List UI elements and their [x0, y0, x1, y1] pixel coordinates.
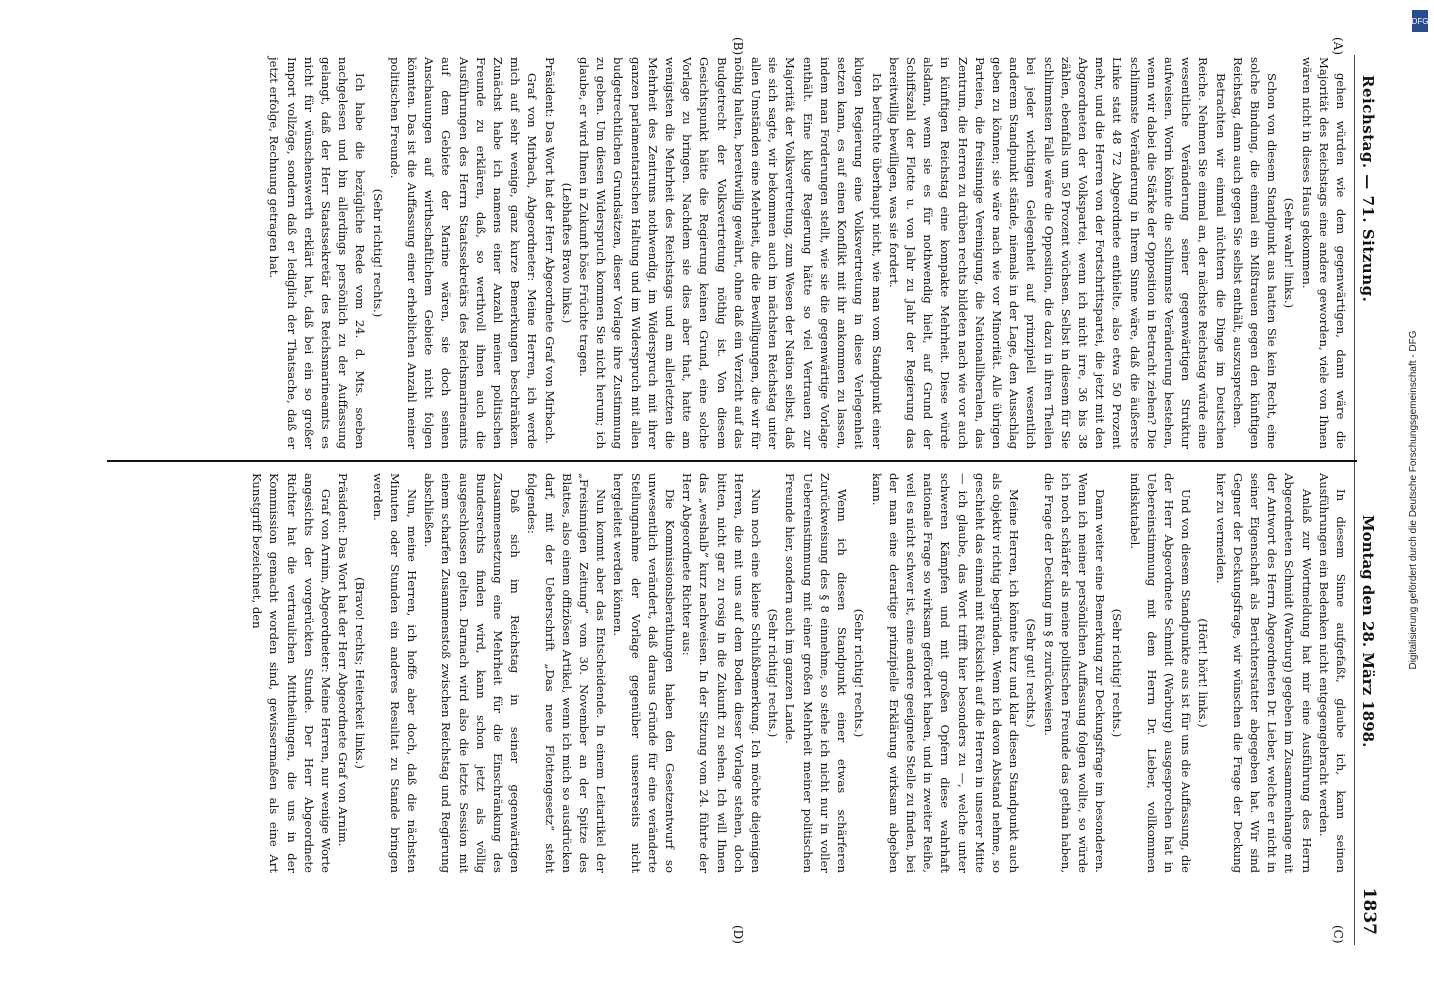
- speaker-line: Präsident: Das Wort hat der Herr Abgeordnete Graf von Arnim.: [336, 473, 351, 847]
- interjection: (Hört! hört! links.): [1196, 618, 1211, 728]
- paragraph: Wenn ich diesen Standpunkt einer etwas schärferen Zurückweisung des § 8 einnehme, so stehe ich nicht nur in voller Uebereinstimmung mit einer großen Mehrheit meiner politischen Freunde hier, sondern auch im ganzen Lande.: [783, 473, 850, 873]
- paragraph: Meine Herren, ich könnte kurz und klar diesen Standpunkt auch als objektiv richtig begründen. Wenn ich davon Abstand nehme, so geschieht das einmal mit Rücksicht auf die Herren in unserer Mitte — ich glaube, das Wort trifft hier besonders zu —, welche unter schweren Kämpfen und mit großen Opfern diese wahrhaft nationale Frage so wirksam gefördert haben, und in zweiter Reihe, weil es nicht schwer ist, eine andere geeignete Stelle zu finden, bei der man eine derartige prinzipielle Erklärung wirksam abgeben kann.: [869, 473, 1022, 873]
- paragraph: Ich befürchte überhaupt nicht, wie man vom Standpunkt einer klugen Regierung eine Volksvertretung in diese Verlegenheit setzen kann, es auf einen Konflikt mit ihr ankommen zu lassen, indem man Forderungen stellt, wie sie die gegenwärtige Vorlage enthält. Eine kluge Regierung hätte so viel Vertrauen zur Majorität der Volksvertretung, zum Wesen der Nation selbst, daß sie sich sagte, wir bekommen auch im nächsten Reichstag unter allen Umständen eine Mehrheit, die die Bewilligungen, die wir für nöthig halten, bereitwillig gewährt, ohne daß ein Verzicht auf das Budgetrecht der Volksvertretung nöthig ist. Von diesem Gesichtspunkt hätte die Regierung keinen Grund, eine solche Vorlage zu bringen. Nachdem sie dies aber that, hatte am wenigsten die Mehrheit des Reichstags und am allerletzten die Mehrheit des Zentrums nothwendig, im Widerspruch mit ihrer ganzen parlamentarischen Haltung und im Widerspruch mit allen budgetrechtlichen Grundsätzen, dieser Vorlage ihre Zustimmung zu geben. Um diesen Widerspruch kommen Sie nicht herum; ich glaube, er wird Ihnen in Zukunft böse Früchte tragen.: [577, 57, 884, 449]
- rotated-page: [85, 35, 1385, 965]
- column-divider: [107, 460, 1357, 462]
- digitization-credit-text: Digitalisierung gefördert durch die Deutsche Forschungsgemeinschaft - DFG: [1408, 330, 1419, 670]
- margin-mark-b: (B): [731, 37, 745, 56]
- paragraph: In diesem Sinne aufgefaßt, glaube ich, kann seinen Ausführungen ein Bedenken nicht entgegengebracht werden.: [1316, 473, 1348, 873]
- right-text-column: [248, 473, 1349, 873]
- margin-mark-d: (D): [731, 925, 745, 944]
- running-head-left: Reichstag. — 71. Sitzung.: [1359, 75, 1377, 303]
- interjection: (Sehr richtig! rechts.): [766, 608, 781, 738]
- paragraph: Schon von diesem Standpunkt aus hatten Sie kein Recht, eine solche Bindung, die einmal ein Mißtrauen gegen den künftigen Reichstag, dann auch gegen Sie selbst enthält, auszusprechen.: [1230, 57, 1280, 449]
- paragraph: Betrachten wir einmal nüchtern die Dinge im Deutschen Reiche. Nehmen Sie einmal an, der nächste Reichstag würde eine wesentliche Veränderung seiner gegenwärtigen Struktur aufweisen. Worin könnte die schlimmste Veränderung bestehen, wenn wir dabei die Stärke der Opposition in Betracht ziehen? Die schlimmste Veränderung in Ihrem Sinne wäre, daß die äußerste Linke statt 48 72 Abgeordnete enthielte, also etwa 50 Prozent mehr, und die Herren von der Fortschrittspartei, die jetzt mit den Abgeordneten der Volkspartei, wenn ich nicht irre, 36 bis 38 zählen, ebenfalls um 50 Prozent wüchsen. Selbst in diesem für Sie schlimmsten Falle wäre die Opposition, die dazu in ihren Theilen bei jeder wichtigen Gelegenheit auf prinzipiell wesentlich anderem Standpunkt stände, niemals in der Lage, den Ausschlag geben zu können; sie wäre nach wie vor Minorität. Alle übrigen Parteien, die freisinnige Vereinigung, die Nationalliberalen, das Zentrum, die Herren zu drüben rechts bildeten nach wie vor auch in künftigen Reichstag eine kompakte Mehrheit. Diese würde alsdann, wenn sie es für nothwendig hielt, auf Grund der Schiffszahl der Flotte u. von Jahr zu Jahr der Regierung das bereitwillig bewilligen, was sie fordert.: [886, 57, 1228, 449]
- margin-mark-a: (A): [1331, 37, 1345, 56]
- header-rule: [1354, 55, 1355, 945]
- speaker-line: Präsident: Das Wort hat der Herr Abgeordnete Graf von Mirbach.: [542, 57, 557, 444]
- interjection: (Lebhaftes Bravo links.): [559, 182, 574, 324]
- paragraph: Nun, meine Herren, ich hoffe aber doch, daß die nächsten Minuten oder Stunden ein anderes Resultat zu Stande bringen werden.: [370, 473, 420, 873]
- interjection: (Sehr gut! rechts.): [1024, 618, 1039, 728]
- paragraph: Nun noch eine kleine Schlußbemerkung. Ich möchte diejenigen Herren, die mit uns auf dem Boden dieser Vorlage stehen, doch bitten, nicht gar zu rosig in die Zukunft zu sehen. Ich will Ihnen das „weshalb“ kurz nachweisen. In der Sitzung vom 24. führte der Herr Abgeordnete Richter aus:: [680, 473, 764, 873]
- paragraph: Und von diesem Standpunkte aus ist für uns die Auffassung, die der Herr Abgeordnete Schmidt (Warburg) ausgesprochen hat in Uebereinstimmung mit dem Herrn Dr. Lieber, vollkommen indiskutabel.: [1127, 473, 1194, 873]
- margin-mark-c: (C): [1331, 925, 1345, 944]
- interjection: (Sehr wahr! links.): [1282, 197, 1297, 309]
- paragraph: Ich habe die bezügliche Rede vom 24. d. Mts. soeben nachgelesen und bin allerdings persönlich zu der Auffassung gelangt, daß der Herr Staatssekretär des Reichsmarineamts es nicht für wünschenswerth erklärt hat, daß bei ein so großer Import vollzöge, sondern daß er lediglich der Thatsache, daß er jetzt erfolge, Rechnung getragen hat.: [267, 57, 368, 449]
- paragraph: gehen würden wie dem gegenwärtigen, dann wäre die Majorität des Reichstags eine andere geworden, viele von Ihnen wären nicht in dieses Haus gekommen.: [1299, 57, 1348, 449]
- paragraph: Graf von Arnim, Abgeordneter: Meine Herren, nur wenige Worte angesichts der vorgerückten Stunde. Der Herr Abgeordnete Richter hat die vertraulichen Mittheilungen, die uns in der Kommission gemacht worden sind, gewissermaßen als eine Art Kunstgriff bezeichnet, den: [250, 473, 334, 873]
- paragraph: Anlaß zur Wortmeldung hat mir eine Ausführung des Herrn Abgeordneten Schmidt (Warburg) gegeben im Zusammenhange mit der Antwort des Herrn Abgeordneten Dr. Lieber, welche er nicht in seiner Eigenschaft als Berichterstatter abgegeben hat. Wir sind Gegner der Deckungsfrage, wir wünschen die Frage der Deckung hier zu vermeiden.: [1213, 473, 1314, 873]
- paragraph: Daß sich im Reichstag in seiner gegenwärtigen Zusammensetzung eine Mehrheit für die Einschränkung des Bundesrechts finden wird, kann schon jetzt als völlig ausgeschlossen gelten. Darnach wird also die letzte Session mit einem scharfen Zusammenstoß zwischen Reichstag und Regierung abschließen.: [422, 473, 523, 873]
- running-head-right: Montag den 28. März 1898.: [1359, 515, 1377, 748]
- interjection: (Sehr richtig! rechts.): [1110, 608, 1125, 738]
- paragraph: Nun kommt aber das Entscheidende. In einem Leitartikel der „Freisinnigen Zeitung“ vom 30. November an der Spitze des Blattes, also einem offiziösen Artikel, wenn ich mich so ausdrücken darf, mit der Ueberschrift „Das neue Flottengesetz“ steht folgendes:: [525, 473, 609, 873]
- paragraph: Graf von Mirbach, Abgeordneter: Meine Herren, ich werde mich auf sehr wenige, ganz kurze Bemerkungen beschränken. Zunächst habe ich namens einer Anzahl meiner politischen Freunde zu erklären, daß, so werthvoll ihnen auch die Ausführungen des Herrn Staatssekretärs des Reichsmarineamts auf dem Gebiete der Marine wären, sie doch seinen Anschauungen auf wirthschaftlichem Gebiete nicht folgen könnten. Das ist die Auffassung einer erheblichen Anzahl meiner politischen Freunde.: [387, 57, 540, 449]
- interjection: (Sehr richtig! rechts.): [852, 608, 867, 738]
- paragraph: Die Kommissionsberathungen haben den Gesetzentwurf so unwesentlich verändert, daß daraus Gründe für eine veränderte Stellungnahme der Vorlage gegenüber unsererseits nicht hergeleitet werden können.: [611, 473, 678, 873]
- page-number: 1837: [1359, 887, 1379, 935]
- interjection: (Bravo! rechts; Heiterkeit links.): [353, 577, 368, 769]
- interjection: (Sehr richtig! rechts.): [370, 188, 385, 318]
- left-text-column: [265, 57, 1349, 449]
- paragraph: Dann weiter eine Bemerkung zur Deckungsfrage im besonderen. Wenn ich meiner persönlichen Auffassung folgen wollte, so würde ich noch schärfer als meine politischen Freunde das gethan haben, die Frage der Deckung im § 8 zurückweisen.: [1041, 473, 1108, 873]
- digitization-credit: [1408, 10, 1426, 990]
- dfg-logo: DFG: [1412, 10, 1428, 32]
